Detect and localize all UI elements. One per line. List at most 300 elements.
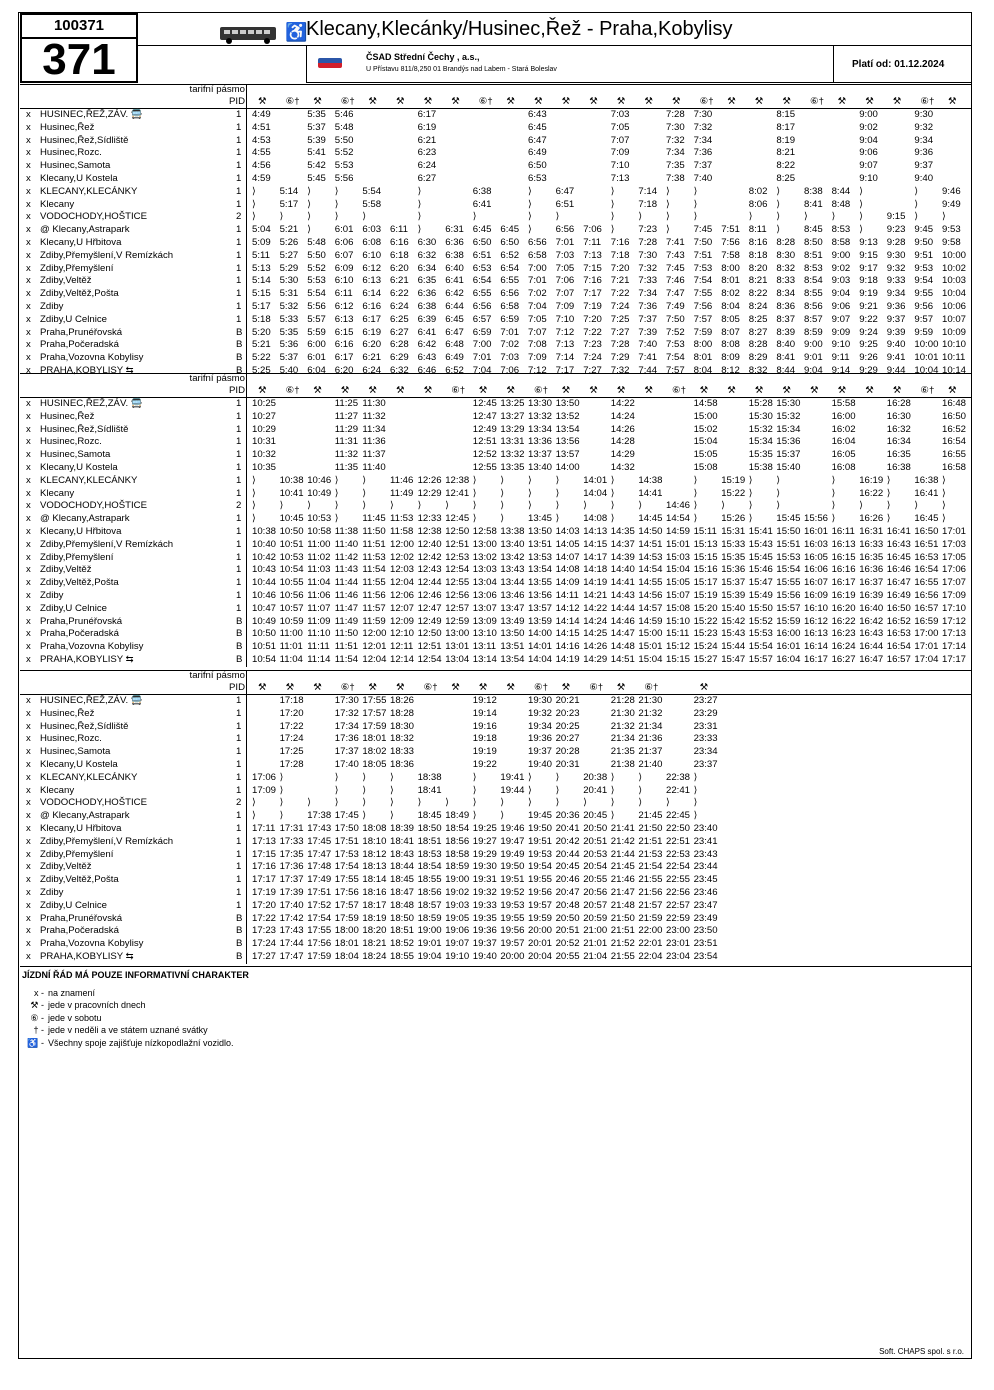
departure-time: ⟩: [417, 198, 422, 210]
departure-time: 11:27: [334, 410, 359, 422]
departure-time: 7:52: [666, 326, 685, 338]
departure-time: ⟩: [334, 784, 339, 796]
departure-time: 13:35: [500, 462, 525, 473]
departure-time: 16:15: [831, 551, 856, 563]
departure-time: 7:27: [583, 365, 602, 376]
departure-time: 15:59: [776, 615, 801, 627]
departure-time: 7:28: [610, 339, 630, 351]
departure-time: 23:47: [693, 899, 718, 911]
departure-time: 17:55: [362, 695, 387, 706]
departure-time: 19:40: [472, 951, 497, 962]
departure-time: 19:59: [528, 912, 553, 924]
table-end-line: [20, 966, 972, 967]
departure-time: 12:54: [445, 564, 470, 576]
stop-zone: B: [236, 951, 243, 962]
departure-time: ⟩: [472, 797, 477, 809]
departure-time: 11:50: [362, 526, 386, 537]
departure-time: 11:47: [334, 602, 359, 614]
departure-time: 8:41: [776, 352, 796, 364]
departure-time: 13:50: [528, 526, 553, 537]
departure-time: 9:51: [914, 249, 934, 261]
departure-time: 15:08: [693, 462, 718, 473]
departure-time: 7:17: [555, 365, 575, 376]
stop-flag: x: [26, 887, 31, 898]
departure-time: 8:20: [748, 262, 768, 274]
departure-time: 23:29: [693, 707, 718, 719]
departure-time: 6:29: [390, 352, 409, 364]
departure-time: 13:37: [528, 449, 553, 461]
departure-time: 4:55: [252, 147, 271, 159]
departure-time: 17:45: [334, 810, 359, 822]
service-day-symbol: ⑥†: [285, 96, 300, 107]
departure-time: 15:15: [693, 551, 718, 563]
departure-time: 16:31: [859, 526, 884, 537]
departure-time: 18:04: [334, 951, 359, 962]
block-top-line: [20, 84, 972, 85]
stop-name: Husinec,Řež: [40, 121, 95, 133]
departure-time: 21:54: [638, 861, 663, 873]
stop-name: HUSINEC,ŘEŽ,ZÁV. 🚍: [40, 695, 143, 706]
departure-time: 9:23: [886, 224, 906, 236]
departure-time: ⟩: [914, 211, 919, 223]
service-day-symbol: ⚒: [754, 385, 764, 396]
stop-flag: x: [26, 538, 31, 550]
departure-time: 19:06: [445, 925, 470, 937]
departure-time: ⟩: [693, 185, 698, 197]
departure-time: 12:52: [472, 449, 497, 461]
departure-time: 6:40: [445, 262, 464, 274]
departure-time: 6:24: [417, 160, 437, 172]
departure-time: 19:51: [528, 835, 553, 847]
departure-time: 7:47: [666, 288, 685, 300]
stop-name: Husinec,Rozc.: [40, 147, 102, 159]
departure-time: ⟩: [776, 211, 781, 223]
departure-time: 18:54: [445, 823, 470, 834]
departure-time: 10:49: [307, 487, 332, 499]
departure-time: 14:41: [610, 577, 635, 589]
departure-time: ⟩: [693, 500, 698, 512]
stop-column-divider: [246, 670, 247, 964]
departure-time: 7:17: [583, 288, 602, 300]
departure-time: 7:34: [666, 147, 685, 159]
departure-time: 7:30: [638, 249, 658, 261]
stop-zone: 1: [236, 823, 242, 834]
departure-time: 5:53: [334, 160, 354, 172]
departure-time: 9:26: [859, 352, 878, 364]
departure-time: 17:36: [279, 861, 304, 873]
departure-time: ⟩: [693, 474, 698, 486]
departure-time: 16:10: [804, 602, 829, 614]
departure-time: 15:01: [666, 538, 691, 550]
departure-time: 11:53: [362, 551, 386, 563]
stop-zone: 2: [236, 797, 242, 809]
departure-time: 8:54: [804, 275, 823, 287]
departure-time: 17:37: [279, 874, 304, 886]
stop-flag: x: [26, 339, 31, 351]
departure-time: 17:33: [279, 835, 304, 847]
departure-time: 16:01: [804, 526, 829, 537]
service-day-symbol: ⚒: [313, 385, 322, 396]
departure-time: 13:51: [528, 538, 553, 550]
departure-time: 13:56: [528, 590, 553, 601]
departure-time: 18:39: [390, 823, 415, 834]
service-day-symbol: ⚒: [892, 96, 902, 107]
departure-time: 16:59: [914, 615, 939, 627]
tariff-zone-label: tarifní pásmo: [189, 670, 245, 681]
departure-time: ⟩: [555, 797, 560, 809]
departure-time: 7:36: [693, 147, 713, 159]
departure-time: ⟩: [252, 474, 256, 486]
service-day-symbol: ⚒: [672, 96, 681, 107]
departure-time: ⟩: [859, 224, 863, 236]
departure-time: 5:45: [307, 173, 326, 184]
stop-zone: B: [236, 654, 243, 665]
departure-time: 21:57: [638, 899, 663, 911]
stop-name: Zdiby,Přemyšlení,V Remízkách: [40, 835, 174, 847]
service-day-symbol: ⚒: [948, 385, 957, 396]
departure-time: 17:36: [334, 733, 359, 745]
note-text: jede v neděli a ve státem uznané svátky: [48, 1025, 208, 1036]
departure-time: 17:28: [279, 759, 304, 770]
departure-time: 21:56: [638, 887, 663, 898]
stop-name: Klecany: [40, 487, 75, 499]
departure-time: 19:12: [472, 695, 497, 706]
departure-time: 17:44: [279, 938, 304, 950]
departure-time: 15:32: [776, 410, 801, 422]
departure-time: 16:01: [776, 641, 801, 653]
stop-flag: x: [26, 835, 31, 847]
departure-time: 23:40: [693, 823, 718, 834]
departure-time: 13:55: [528, 577, 553, 589]
note-text: na znamení: [48, 987, 96, 998]
departure-time: 17:03: [942, 538, 967, 550]
stop-name: VODOCHODY,HOŠTICE: [40, 500, 147, 512]
departure-time: 13:47: [500, 602, 525, 614]
service-day-symbol: ⚒: [534, 96, 543, 107]
departure-time: ⟩: [886, 500, 891, 512]
departure-time: 15:33: [721, 538, 746, 550]
departure-time: 18:56: [445, 835, 470, 847]
departure-time: 8:09: [721, 352, 740, 364]
stop-name: PRAHA,KOBYLISY ⇆: [40, 951, 134, 962]
stop-zone: 1: [236, 551, 242, 563]
departure-time: 5:52: [307, 262, 326, 274]
departure-time: 17:55: [307, 925, 332, 937]
departure-time: 17:13: [252, 835, 277, 847]
stop-flag: x: [26, 224, 31, 236]
departure-time: 15:30: [748, 410, 773, 422]
departure-time: 15:26: [721, 513, 746, 525]
departure-time: 17:39: [279, 887, 304, 898]
departure-time: 13:01: [445, 641, 470, 653]
departure-time: 14:08: [583, 513, 608, 525]
departure-time: ⟩: [776, 185, 781, 197]
departure-time: 6:21: [362, 352, 382, 364]
departure-time: 5:48: [307, 237, 326, 248]
departure-time: 19:50: [500, 861, 525, 873]
stop-flag: x: [26, 590, 31, 601]
departure-time: 6:27: [417, 173, 437, 184]
departure-time: ⟩: [610, 211, 615, 223]
departure-time: 8:55: [804, 288, 823, 300]
departure-time: 6:06: [334, 237, 354, 248]
departure-time: 7:38: [666, 173, 685, 184]
departure-time: 15:40: [776, 462, 801, 473]
stop-name: Husinec,Řež: [40, 410, 95, 422]
departure-time: ⟩: [666, 797, 670, 809]
departure-time: 8:02: [748, 185, 768, 197]
departure-time: 7:03: [555, 249, 575, 261]
departure-time: 16:13: [804, 628, 829, 640]
departure-time: 9:14: [831, 365, 851, 376]
route-title: Klecany,Klecánky/Husinec,Řež - Praha,Kobylisy: [306, 18, 733, 40]
departure-time: 5:17: [279, 198, 299, 210]
departure-time: 18:49: [445, 810, 470, 822]
departure-time: 15:37: [776, 449, 801, 461]
departure-time: 6:44: [445, 301, 464, 312]
departure-time: 14:09: [555, 577, 580, 589]
departure-time: 6:35: [417, 275, 437, 287]
departure-time: ⟩: [610, 474, 615, 486]
departure-time: 17:51: [307, 887, 332, 898]
stop-zone: B: [236, 938, 243, 950]
departure-time: ⟩: [279, 500, 284, 512]
departure-time: 8:21: [748, 275, 768, 287]
departure-time: 18:41: [390, 835, 415, 847]
departure-time: ⟩: [472, 474, 477, 486]
departure-time: 14:07: [555, 551, 580, 563]
departure-time: ⟩: [334, 487, 339, 499]
departure-time: 5:57: [307, 313, 326, 325]
departure-time: 19:47: [500, 835, 525, 847]
departure-time: 20:31: [555, 759, 580, 770]
departure-time: 14:38: [638, 474, 663, 486]
departure-time: 20:50: [583, 823, 608, 834]
departure-time: 10:03: [942, 275, 967, 287]
departure-time: 14:37: [610, 538, 635, 550]
departure-time: 10:53: [279, 551, 304, 563]
departure-time: 18:28: [390, 707, 415, 719]
departure-time: 6:01: [334, 224, 354, 236]
departure-time: 18:43: [390, 848, 415, 860]
departure-time: ⟩: [362, 487, 367, 499]
departure-time: 21:35: [610, 746, 635, 758]
stop-flag: x: [26, 352, 31, 364]
departure-time: 13:07: [472, 602, 497, 614]
departure-time: 17:57: [362, 707, 387, 719]
departure-time: 7:13: [555, 339, 575, 351]
departure-time: 10:45: [279, 513, 304, 525]
stop-name: Praha,Počeradská: [40, 925, 119, 937]
departure-time: ⟩: [390, 500, 394, 512]
note-item: [24, 1038, 233, 1049]
departure-time: 11:46: [390, 474, 414, 486]
departure-time: 18:58: [445, 848, 470, 860]
departure-time: 6:07: [334, 249, 354, 261]
departure-time: 21:51: [638, 835, 663, 847]
departure-time: 9:00: [859, 109, 878, 120]
departure-time: ⟩: [831, 500, 836, 512]
stop-name: Zdiby: [40, 590, 64, 601]
departure-time: 11:45: [362, 513, 386, 525]
departure-time: 16:20: [831, 602, 856, 614]
departure-time: 5:33: [279, 313, 299, 325]
service-day-symbol: ⚒: [368, 682, 377, 693]
departure-time: 19:46: [500, 823, 525, 834]
departure-time: 17:50: [334, 823, 359, 834]
departure-time: 11:42: [334, 551, 359, 563]
departure-time: ⟩: [610, 513, 615, 525]
departure-time: 11:10: [307, 628, 331, 640]
departure-time: 14:25: [583, 628, 608, 640]
departure-time: 19:16: [472, 720, 497, 732]
departure-time: 20:59: [583, 912, 608, 924]
departure-time: 16:47: [859, 654, 884, 665]
stop-zone: 1: [236, 224, 242, 236]
departure-time: 8:29: [748, 352, 768, 364]
departure-time: 16:51: [914, 538, 939, 550]
departure-time: 7:28: [666, 109, 685, 120]
stop-name: VODOCHODY,HOŠTICE: [40, 211, 147, 223]
departure-time: 12:49: [417, 615, 442, 627]
departure-time: 17:48: [307, 861, 332, 873]
departure-time: 9:45: [914, 224, 934, 236]
departure-time: 15:32: [748, 423, 773, 435]
departure-time: 15:52: [748, 615, 773, 627]
departure-time: 7:14: [638, 185, 658, 197]
departure-time: 7:34: [638, 288, 658, 300]
departure-time: 8:04: [693, 365, 713, 376]
departure-time: 14:56: [638, 590, 663, 601]
stop-name: PRAHA,KOBYLISY ⇆: [40, 365, 134, 376]
stop-flag: x: [26, 938, 31, 950]
departure-time: 14:39: [610, 551, 635, 563]
departure-time: 9:40: [886, 339, 906, 351]
departure-time: 12:46: [417, 590, 442, 601]
departure-time: 6:28: [390, 339, 409, 351]
departure-time: 13:46: [500, 590, 525, 601]
departure-time: 7:18: [638, 198, 658, 210]
departure-time: 7:03: [610, 109, 630, 120]
departure-time: 21:04: [583, 951, 608, 962]
departure-time: 18:48: [390, 899, 415, 911]
departure-time: 8:18: [748, 249, 768, 261]
departure-time: 12:04: [390, 577, 415, 589]
departure-time: 16:26: [859, 513, 884, 525]
departure-time: 13:06: [472, 590, 497, 601]
departure-time: 16:58: [942, 462, 967, 473]
stop-flag: x: [26, 134, 31, 146]
departure-time: ⟩: [334, 500, 339, 512]
departure-time: 11:54: [362, 564, 386, 576]
departure-time: ⟩: [693, 797, 698, 809]
departure-time: 9:46: [942, 185, 961, 197]
departure-time: 16:52: [886, 615, 911, 627]
departure-time: ⟩: [748, 513, 753, 525]
departure-time: 6:52: [445, 365, 464, 376]
departure-time: 13:27: [500, 410, 525, 422]
stop-name: Klecany: [40, 198, 75, 210]
departure-time: 5:36: [279, 339, 299, 351]
service-day-symbol: ⚒: [506, 96, 515, 107]
departure-time: 14:08: [555, 564, 580, 576]
departure-time: 15:11: [693, 526, 717, 537]
stop-zone: 1: [236, 121, 242, 133]
departure-time: 13:11: [472, 641, 497, 653]
stop-zone: 1: [236, 746, 242, 758]
stop-zone: 1: [236, 538, 242, 550]
departure-time: 20:41: [583, 784, 608, 796]
departure-time: 9:54: [914, 275, 934, 287]
departure-time: 7:50: [666, 313, 685, 325]
departure-time: ⟩: [610, 810, 615, 822]
note-symbol: ♿ -: [27, 1037, 44, 1048]
departure-time: 10:43: [252, 564, 277, 576]
departure-time: 16:23: [831, 628, 856, 640]
departure-time: 5:14: [279, 185, 299, 197]
departure-time: 7:54: [693, 275, 713, 287]
departure-time: 13:57: [555, 449, 580, 461]
departure-time: ⟩: [362, 810, 367, 822]
departure-time: 13:52: [555, 410, 580, 422]
departure-time: ⟩: [279, 797, 284, 809]
departure-time: 6:46: [417, 365, 437, 376]
departure-time: 19:44: [500, 784, 525, 796]
departure-time: ⟩: [831, 211, 836, 223]
note-text: jede v pracovních dnech: [48, 1000, 146, 1011]
departure-time: 16:27: [831, 654, 856, 665]
departure-time: ⟩: [362, 211, 367, 223]
departure-time: 8:22: [776, 160, 796, 172]
departure-time: 19:55: [528, 874, 553, 886]
stop-zone: 1: [236, 147, 242, 159]
stop-flag: x: [26, 449, 31, 461]
departure-time: 6:41: [417, 326, 437, 338]
departure-time: 9:53: [942, 224, 961, 236]
departure-time: 5:56: [334, 173, 354, 184]
departure-time: 19:03: [445, 899, 470, 911]
departure-time: 15:54: [776, 564, 801, 576]
departure-time: 12:38: [417, 526, 442, 537]
departure-time: 7:20: [583, 313, 602, 325]
departure-time: 7:51: [693, 249, 713, 261]
departure-time: 10:38: [279, 474, 304, 486]
departure-time: 15:35: [721, 551, 746, 563]
departure-time: 13:00: [445, 628, 470, 640]
departure-time: 11:03: [307, 564, 331, 576]
departure-time: ⟩: [362, 500, 367, 512]
departure-time: 6:11: [390, 224, 408, 236]
departure-time: 16:54: [914, 564, 939, 576]
departure-time: 7:34: [693, 134, 713, 146]
stop-name: Zdiby,Veltěž: [40, 861, 92, 873]
departure-time: 10:29: [252, 423, 277, 435]
departure-time: 13:54: [500, 654, 525, 665]
departure-time: 8:17: [776, 121, 796, 133]
departure-time: ⟩: [390, 784, 394, 796]
service-day-symbol: ⚒: [699, 682, 709, 693]
departure-time: 20:57: [583, 899, 608, 911]
service-day-symbol: ⚒: [258, 682, 267, 693]
departure-time: 13:38: [500, 526, 525, 537]
departure-time: ⟩: [279, 211, 284, 223]
departure-time: 20:23: [555, 707, 580, 719]
departure-time: ⟩: [528, 771, 532, 783]
departure-time: 18:55: [390, 951, 415, 962]
departure-time: 9:10: [831, 339, 851, 351]
departure-time: 7:22: [583, 326, 602, 338]
departure-time: 5:37: [279, 352, 299, 364]
